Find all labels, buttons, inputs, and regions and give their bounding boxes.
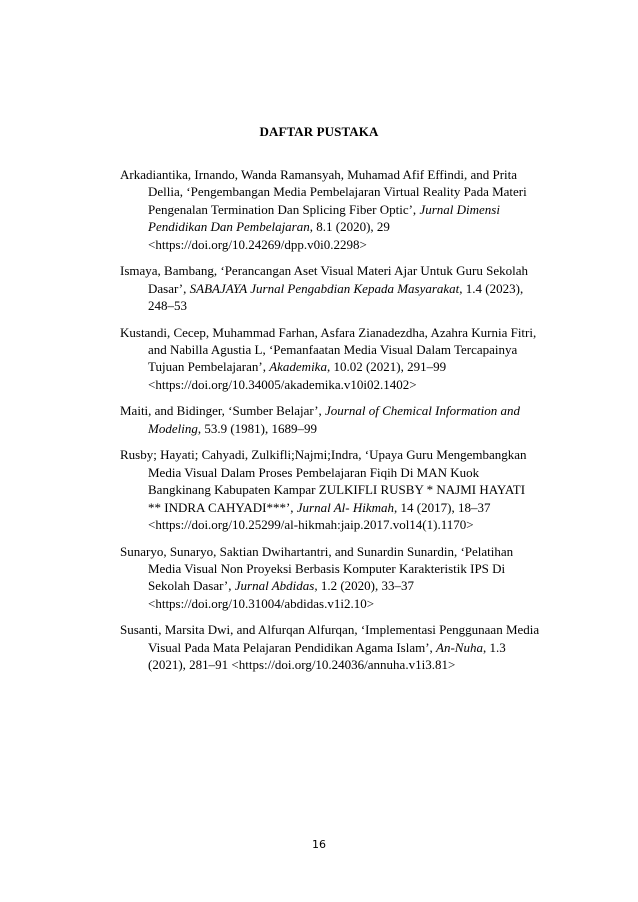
journal-title: SABAJAYA Jurnal Pengabdian Kepada Masyarakat <box>189 280 460 296</box>
reference-details: , 14 (2017), 18–37 <https://doi.org/10.25299/al-hikmah:jaip.2017.vol14(1).1170> <box>148 499 491 533</box>
page-title: DAFTAR PUSTAKA <box>259 124 379 139</box>
reference-text: Maiti, and Bidinger, ‘Sumber Belajar’, <box>120 403 326 419</box>
reference-text: Ismaya, Bambang, ‘Perancangan Aset Visual Materi Ajar Untuk Guru Sekolah Dasar’, <box>120 263 529 296</box>
reference-entry <box>120 621 540 673</box>
journal-title: An-Nuha <box>436 639 483 655</box>
reference-details: , 53.9 (1981), 1689–99 <box>197 420 317 436</box>
journal-title: Jurnal Abdidas <box>234 578 315 594</box>
journal-title: Journal of Chemical Information and Modeling <box>148 403 521 436</box>
reference-details: , 1.3 (2021), 281–91 <https://doi.org/10.24036/annuha.v1i3.81> <box>148 639 506 673</box>
reference-details: , 10.02 (2021), 291–99 <https://doi.org/10.34005/akademika.v10i02.1402> <box>148 359 447 392</box>
reference-entry <box>120 262 540 314</box>
journal-title: Jurnal Dimensi Pendidikan Dan Pembelajaran <box>148 201 500 235</box>
reference-details: , 8.1 (2020), 29 <https://doi.org/10.24269/dpp.v0i0.2298> <box>148 219 390 252</box>
reference-entry <box>120 543 540 613</box>
reference-entry <box>120 402 540 437</box>
journal-title: Akademika <box>269 359 327 375</box>
reference-details: , 1.2 (2020), 33–37 <https://doi.org/10.31004/abdidas.v1i2.10> <box>148 578 415 611</box>
reference-text: Arkadiantika, Irnando, Wanda Ramansyah, Muhamad Afif Effindi, and Prita Dellia, ‘Pengembangan Media Pembelajaran Virtual Reality Pada Materi Pengenalan Termination Dan Splicing Fiber Optic’, <box>120 167 527 217</box>
reference-entry <box>120 166 540 253</box>
reference-list <box>120 166 540 683</box>
reference-text: Rusby; Hayati; Cahyadi, Zulkifli;Najmi;Indra, ‘Upaya Guru Mengembangkan Media Visual Dalam Proses Pembelajaran Fiqih Di MAN Kuok Bangkinang Kabupaten Kampar ZULKIFLI RUSBY * NAJMI HAYATI ** INDRA CAHYADI***’, <box>120 447 527 515</box>
page-number: 16 <box>312 838 326 851</box>
reference-text: Susanti, Marsita Dwi, and Alfurqan Alfurqan, ‘Implementasi Penggunaan Media Visual Pada Mata Pelajaran Pendidikan Agama Islam’, <box>120 622 540 655</box>
reference-text: Kustandi, Cecep, Muhammad Farhan, Asfara Zianadezdha, Azahra Kurnia Fitri, and Nabilla Agustia L, ‘Pemanfaatan Media Visual Dalam Tercapainya Tujuan Pembelajaran’, <box>120 324 537 375</box>
reference-entry <box>120 324 540 394</box>
reference-details: , 1.4 (2023), 248–53 <box>148 280 524 314</box>
journal-title: Jurnal Al- Hikmah <box>296 499 395 515</box>
reference-entry <box>120 446 540 533</box>
reference-text: Sunaryo, Sunaryo, Saktian Dwihartantri, and Sunardin Sunardin, ‘Pelatihan Media Visual Non Proyeksi Berbasis Komputer Karakteristik IPS Di Sekolah Dasar’, <box>120 543 514 594</box>
